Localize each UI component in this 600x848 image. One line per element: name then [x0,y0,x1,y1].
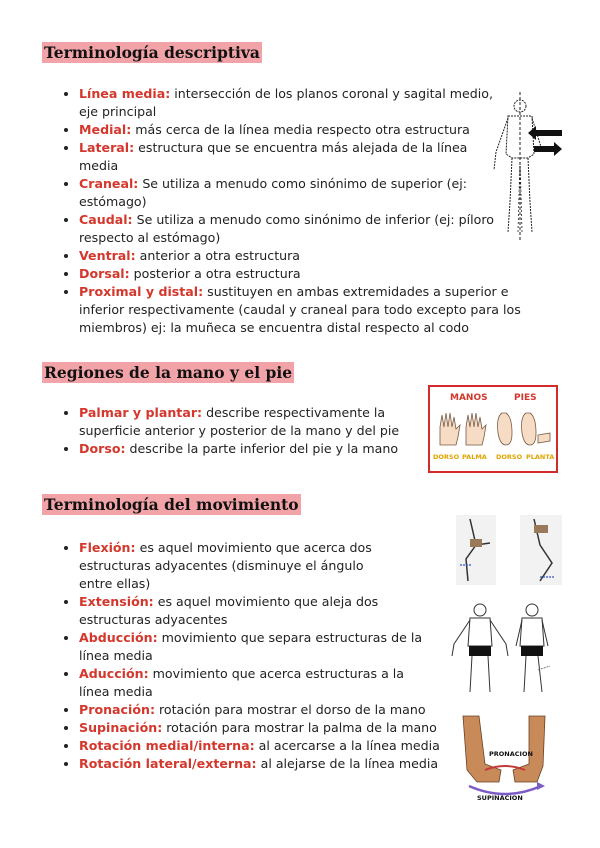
list-item [79,85,494,121]
term-description: movimiento que separa estructuras de la línea media [79,630,423,663]
section-heading-descriptiva: Terminología descriptiva [44,43,260,62]
feet-label: PIES [514,393,537,403]
term-label: Ventral: [79,248,136,263]
list-item [79,719,449,737]
term-label: Flexión: [79,540,136,555]
anatomical-position-figure [484,92,564,240]
list-item [79,211,494,247]
list-item [79,593,399,629]
pronation-label: PRONACION [489,750,533,758]
hands-label: MANOS [450,393,488,403]
term-description: rotación para mostrar el dorso de la mano [155,702,426,717]
list-item [79,175,494,211]
term-label: Rotación lateral/externa: [79,756,257,771]
list-item [79,755,449,773]
extension-figure [520,515,562,585]
term-label: Supinación: [79,720,163,735]
supination-label: SUPINACION [477,794,523,802]
term-label: Medial: [79,122,132,137]
term-label: Abducción: [79,630,158,645]
term-label: Lateral: [79,140,135,155]
list-item [79,737,449,755]
movement-terms-list [60,539,449,773]
term-description: sustituyen en ambas extremidades a superior e inferior respectivamente (caudal y craneal para todo excepto para los miembros) ej: la muñeca se encuentra distal respecto al codo [79,284,521,335]
list-item [79,121,494,139]
caption-palma: PALMA [462,453,487,461]
term-label: Caudal: [79,212,133,227]
region-terms-list [60,404,424,458]
term-description: anterior a otra estructura [135,248,301,263]
list-item [79,629,449,665]
term-label: Aducción: [79,666,149,681]
term-label: Dorsal: [79,266,130,281]
term-description: Se utiliza a menudo como sinónimo de inferior (ej: píloro respecto al estómago) [79,212,494,245]
term-label: Craneal: [79,176,139,191]
term-description: es aquel movimiento que aleja dos estructuras adyacentes [79,594,379,627]
term-description: más cerca de la línea media respecto otra estructura [131,122,470,137]
term-description: estructura que se encuentra más alejada de la línea media [79,140,468,173]
list-item [79,265,494,283]
list-item [79,404,424,440]
abduction-adduction-figure [450,600,562,695]
term-label: Extensión: [79,594,154,609]
list-item [79,139,494,175]
list-item [79,247,494,265]
list-item [79,701,449,719]
hands-feet-drawing [434,405,554,449]
list-item [79,665,424,701]
descriptive-terms-list [60,85,521,337]
term-description: posterior a otra estructura [129,266,301,281]
term-label: Palmar y plantar: [79,405,203,420]
caption-dorso-hand: DORSO [433,453,460,461]
section-heading-regiones: Regiones de la mano y el pie [44,363,293,382]
term-description: describe la parte inferior del pie y la mano [125,441,399,456]
hands-feet-figure [428,385,558,473]
pronation-supination-figure [455,710,555,805]
list-item [79,283,549,337]
flexion-figure [456,515,496,585]
term-description: intersección de los planos coronal y sagital medio, eje principal [79,86,493,119]
term-label: Rotación medial/interna: [79,738,255,753]
term-label: Dorso: [79,441,126,456]
term-description: es aquel movimiento que acerca dos estructuras adyacentes (disminuye el ángulo entre ellas) [79,540,372,591]
list-item [79,440,424,458]
caption-planta: PLANTA [526,453,555,461]
term-description: Se utiliza a menudo como sinónimo de superior (ej: estómago) [79,176,468,209]
term-label: Pronación: [79,702,155,717]
section-heading-movimiento: Terminología del movimiento [44,495,299,514]
caption-dorso-foot: DORSO [496,453,523,461]
list-item [79,539,399,593]
term-label: Proximal y distal: [79,284,204,299]
term-description: al alejarse de la línea media [256,756,439,771]
term-description: rotación para mostrar la palma de la mano [162,720,437,735]
term-label: Línea media: [79,86,171,101]
term-description: movimiento que acerca estructuras a la línea media [79,666,405,699]
term-description: describe respectivamente la superficie anterior y posterior de la mano y del pie [79,405,400,438]
svg-text:medial: medial [540,140,554,145]
term-description: al acercarse a la línea media [254,738,440,753]
